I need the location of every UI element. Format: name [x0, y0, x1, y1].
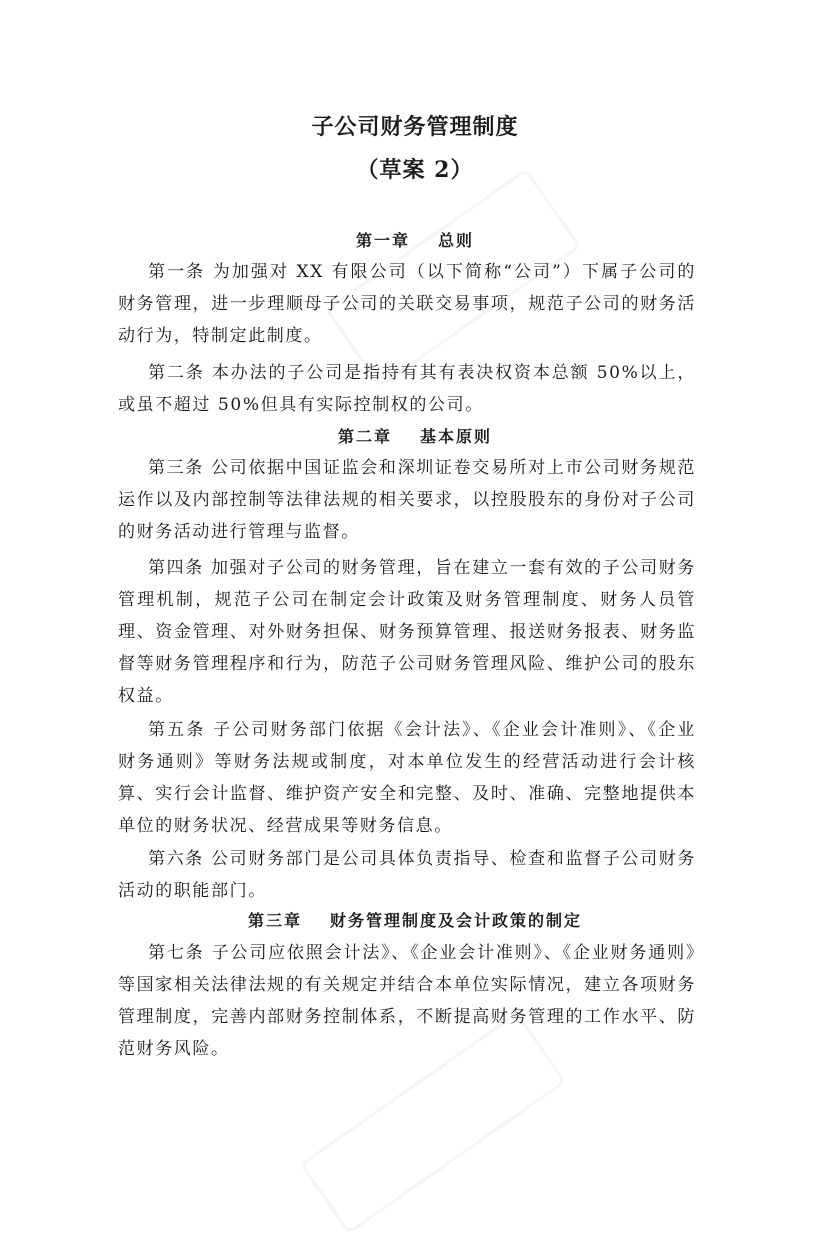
article-3: 第三条 公司依据中国证监会和深圳证卷交易所对上市公司财务规范运作以及内部控制等法律法规的相关要求，以控股股东的身份对子公司的财务活动进行管理与监督。	[118, 458, 696, 542]
chapter-label: 第一章	[355, 231, 410, 250]
chapter-name: 总则	[438, 231, 475, 250]
chapter-label: 第三章	[247, 911, 302, 930]
article-7: 第七条 子公司应依照会计法》、《企业会计准则》、《企业财务通则》等国家相关法律法规的有关规定并结合本单位实际情况，建立各项财务管理制度，完善内部财务控制体系，不断提高财务管理的工作水平、防范财务风险。	[118, 943, 696, 1059]
chapter-heading-3	[0, 908, 830, 931]
article-5: 第五条 子公司财务部门依据《会计法》、《企业会计准则》、《企业财务通则》等财务法规或制度，对本单位发生的经营活动进行会计核算、实行会计监督、维护资产安全和完整、及时、准确、完整地提供本单位的财务状况、经营成果等财务信息。	[118, 720, 696, 836]
article-2: 第二条 本办法的子公司是指持有其有表决权资本总额 50%以上，或虽不超过 50%但具有实际控制权的公司。	[118, 363, 696, 415]
article-6: 第六条 公司财务部门是公司具体负责指导、检查和监督子公司财务活动的职能部门。	[118, 849, 696, 901]
chapter-heading-1	[0, 228, 830, 251]
document-title: 子公司财务管理制度	[311, 114, 519, 140]
chapter-name: 财务管理制度及会计政策的制定	[330, 911, 583, 930]
article-1: 第一条 为加强对 XX 有限公司（以下简称“公司”）下属子公司的财务管理，进一步理顺母子公司的关联交易事项，规范子公司的财务活动行为，特制定此制度。	[118, 262, 696, 346]
document-subtitle: （草案 2）	[356, 157, 474, 183]
article-4: 第四条 加强对子公司的财务管理，旨在建立一套有效的子公司财务管理机制，规范子公司在制定会计政策及财务管理制度、财务人员管理、资金管理、对外财务担保、财务预算管理、报送财务报表、财务监督等财务管理程序和行为，防范子公司财务管理风险、维护公司的股东权益。	[118, 558, 696, 706]
chapter-label: 第二章	[337, 427, 392, 446]
chapter-name: 基本原则	[420, 427, 493, 446]
chapter-heading-2	[0, 424, 830, 447]
